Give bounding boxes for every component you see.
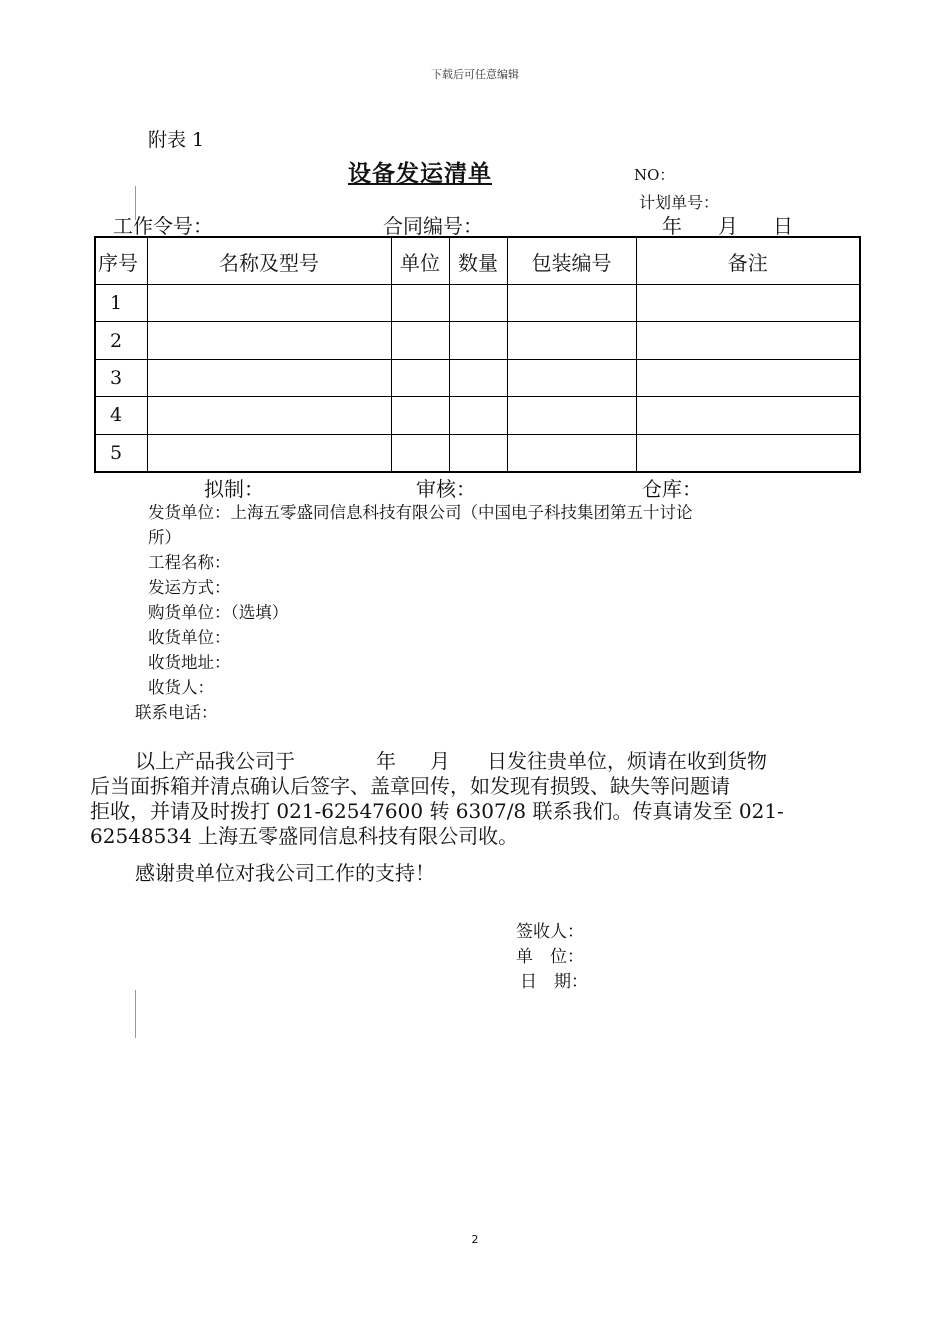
cell-quantity[interactable] <box>449 285 507 322</box>
page-number: 2 <box>471 1233 479 1246</box>
receiver-unit-label: 收货单位： <box>148 628 231 647</box>
cell-quantity[interactable] <box>449 359 507 396</box>
cell-remarks[interactable] <box>636 397 860 434</box>
header-name-model: 名称及型号 <box>147 237 391 285</box>
cell-quantity[interactable] <box>449 434 507 472</box>
cell-quantity[interactable] <box>449 322 507 359</box>
row-number: 2 <box>95 322 147 359</box>
thanks-text: 感谢贵单位对我公司工作的支持！ <box>135 861 435 885</box>
header-quantity: 数量 <box>449 237 507 285</box>
header-unit: 单位 <box>391 237 449 285</box>
header-package-no: 包装编号 <box>507 237 636 285</box>
buyer-label: 购货单位：（选填） <box>148 603 289 622</box>
table-row <box>95 434 860 472</box>
cell-unit[interactable] <box>391 285 449 322</box>
cell-name-model[interactable] <box>147 322 391 359</box>
shipper-line-1: 发货单位：上海五零盛同信息科技有限公司（中国电子科技集团第五十讨论 <box>148 503 693 522</box>
header-seq: 序号 <box>95 237 147 285</box>
cell-package-no[interactable] <box>507 397 636 434</box>
receipt-signer-label: 签收人： <box>516 922 584 942</box>
table-header-row <box>95 237 860 285</box>
cell-package-no[interactable] <box>507 434 636 472</box>
cell-unit[interactable] <box>391 397 449 434</box>
paragraph-line-3: 拒收，并请及时拨打 021-62547600 转 6307/8 联系我们。传真请发至 021- <box>90 799 784 823</box>
paragraph-line-1-year: 年 <box>376 749 396 773</box>
project-name-label: 工程名称： <box>148 553 231 572</box>
cell-quantity[interactable] <box>449 397 507 434</box>
row-number: 5 <box>95 434 147 472</box>
plan-number-label: 计划单号： <box>639 193 720 212</box>
row-number: 3 <box>95 359 147 396</box>
cell-remarks[interactable] <box>636 359 860 396</box>
table-row <box>95 285 860 322</box>
cell-remarks[interactable] <box>636 322 860 359</box>
work-order-label: 工作令号： <box>113 214 213 238</box>
row-number: 4 <box>95 397 147 434</box>
cell-name-model[interactable] <box>147 359 391 396</box>
cell-name-model[interactable] <box>147 285 391 322</box>
date-day-label: 日 <box>773 214 793 238</box>
receipt-date-label: 日 期： <box>520 972 588 992</box>
document-title: 设备发运清单 <box>348 161 492 187</box>
cell-remarks[interactable] <box>636 434 860 472</box>
paragraph-line-1a: 以上产品我公司于 <box>135 749 295 773</box>
table-row <box>95 322 860 359</box>
paragraph-line-2: 后当面拆箱并清点确认后签字、盖章回传，如发现有损毁、缺失等问题请 <box>90 774 730 798</box>
header-remarks: 备注 <box>636 237 860 285</box>
row-number: 1 <box>95 285 147 322</box>
paragraph-line-1b: 日发往贵单位，烦请在收到货物 <box>487 749 767 773</box>
shipper-line-2: 所） <box>148 528 181 547</box>
cell-name-model[interactable] <box>147 397 391 434</box>
receiver-address-label: 收货地址： <box>148 653 231 672</box>
date-month-label: 月 <box>718 214 738 238</box>
no-label: NO： <box>634 166 675 184</box>
header-note: 下载后可任意编辑 <box>431 68 519 81</box>
warehouse-signature-label: 仓库： <box>642 477 702 501</box>
annex-label: 附表 1 <box>148 129 205 151</box>
draft-signature-label: 拟制： <box>204 477 264 501</box>
date-year-label: 年 <box>662 214 682 238</box>
contract-number-label: 合同编号： <box>383 214 483 238</box>
paragraph-line-1-month: 月 <box>430 749 450 773</box>
receiver-person-label: 收货人： <box>148 678 214 697</box>
table-row <box>95 359 860 396</box>
table-row <box>95 397 860 434</box>
cell-package-no[interactable] <box>507 322 636 359</box>
cell-unit[interactable] <box>391 322 449 359</box>
cell-name-model[interactable] <box>147 434 391 472</box>
cell-package-no[interactable] <box>507 359 636 396</box>
shipment-table <box>94 236 861 473</box>
paragraph-line-4: 62548534 上海五零盛同信息科技有限公司收。 <box>90 824 519 848</box>
shipping-method-label: 发运方式： <box>148 578 231 597</box>
cell-package-no[interactable] <box>507 285 636 322</box>
receipt-unit-label: 单 位： <box>516 947 584 967</box>
cell-unit[interactable] <box>391 434 449 472</box>
phone-label: 联系电话： <box>135 703 218 722</box>
cell-unit[interactable] <box>391 359 449 396</box>
review-signature-label: 审核： <box>416 477 476 501</box>
cell-remarks[interactable] <box>636 285 860 322</box>
margin-mark-bottom <box>135 990 136 1038</box>
